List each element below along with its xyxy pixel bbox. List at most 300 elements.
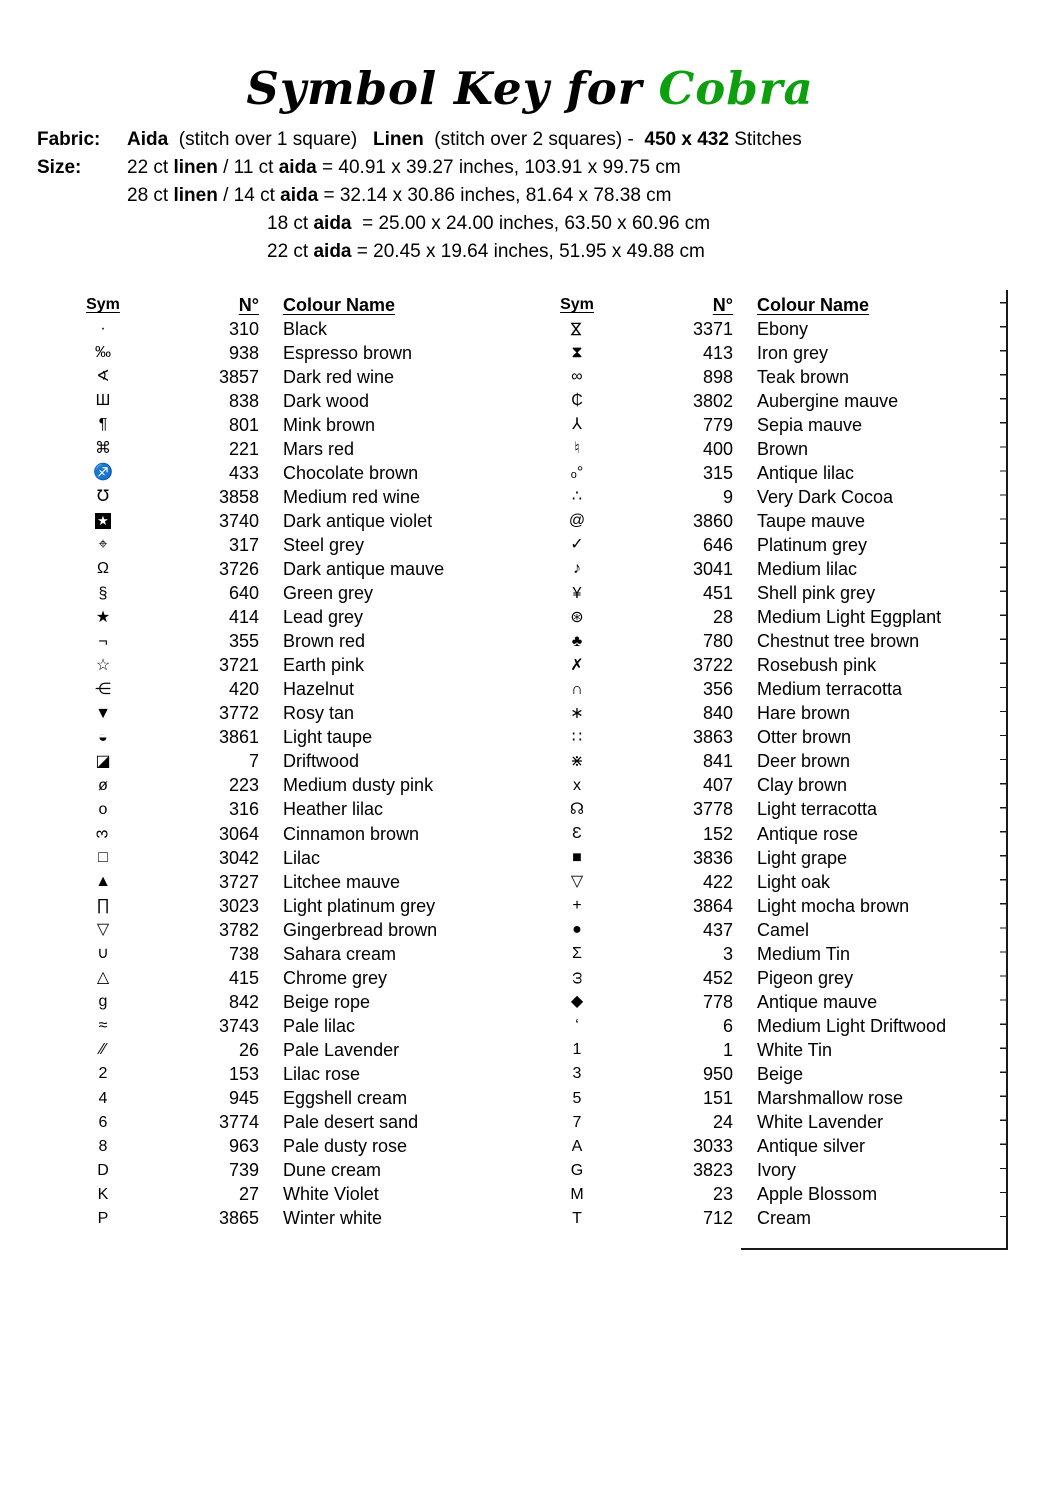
symbol-cell (60, 802, 146, 818)
stitch-symbol: G (570, 1161, 584, 1179)
stitch-symbol: ⌖ (98, 536, 108, 554)
key-row (534, 798, 986, 822)
symbol-cell (534, 634, 620, 650)
colour-name-cell: Antique mauve (757, 991, 878, 1012)
colour-number-cell: 413 (702, 342, 733, 363)
key-row (534, 654, 986, 678)
colour-number-cell: 3860 (692, 510, 733, 531)
header-name: Colour Name (283, 294, 396, 315)
colour-number-cell: 433 (228, 462, 259, 483)
colour-number-cell: 738 (228, 943, 259, 964)
stitch-symbol: ✓ (570, 536, 584, 554)
colour-number-cell: 153 (228, 1063, 259, 1084)
stitch-symbol: 8 (98, 1137, 108, 1155)
colour-name-cell: Pale desert sand (283, 1112, 419, 1133)
colour-number-cell: 223 (228, 775, 259, 796)
symbol-cell (534, 321, 620, 337)
colour-name-cell: Espresso brown (283, 342, 413, 363)
symbol-cell (534, 826, 620, 842)
key-row (60, 509, 485, 533)
grid-frame-vertical-line (1006, 290, 1008, 1250)
colour-number-cell: 1 (722, 1039, 733, 1060)
stitch-symbol: ω (568, 972, 585, 985)
stitch-symbol: Σ (572, 945, 582, 963)
symbol-cell (60, 634, 146, 650)
key-row (60, 918, 485, 942)
symbol-cell (534, 1163, 620, 1179)
key-row (534, 389, 986, 413)
symbol-cell (534, 441, 620, 457)
colour-name-cell: Taupe mauve (757, 510, 866, 531)
symbol-cell (60, 970, 146, 986)
key-row (60, 389, 485, 413)
symbol-cell (60, 874, 146, 890)
stitch-symbol: ● (572, 921, 582, 939)
key-row (534, 918, 986, 942)
colour-number-cell: 3861 (218, 727, 259, 748)
colour-number-cell: 842 (228, 991, 259, 1012)
colour-name-cell: Cream (757, 1208, 812, 1229)
header-name: Colour Name (757, 294, 870, 315)
key-row (60, 437, 485, 461)
colour-number-cell: 779 (702, 414, 733, 435)
key-row (60, 1135, 485, 1159)
colour-name-cell: Rosebush pink (757, 655, 877, 676)
size-label: Size: (37, 157, 82, 178)
stitch-symbol: ≈ (98, 1017, 108, 1035)
key-row (60, 461, 485, 485)
colour-number-cell: 3042 (218, 847, 259, 868)
symbol-cell (534, 1115, 620, 1131)
key-row (60, 1038, 485, 1062)
symbol-cell (60, 465, 146, 481)
colour-name-cell: Lead grey (283, 607, 364, 628)
symbol-cell (534, 1211, 620, 1227)
key-row (534, 1183, 986, 1207)
stitch-symbol: M (570, 1185, 584, 1203)
colour-name-cell: Very Dark Cocoa (757, 486, 894, 507)
size-line-1 (37, 154, 802, 182)
symbol-cell (60, 369, 146, 385)
colour-name-cell: Cinnamon brown (283, 823, 420, 844)
colour-number-cell: 739 (228, 1160, 259, 1181)
colour-name-cell: Camel (757, 919, 810, 940)
symbol-cell (60, 730, 146, 746)
colour-number-cell: 26 (238, 1039, 259, 1060)
stitch-symbol: ⧗ (571, 344, 583, 362)
stitch-symbol: D (97, 1161, 109, 1179)
size-details-2: 28 ct linen / 14 ct aida = 32.14 x 30.86 inches, 81.64 x 78.38 cm (127, 185, 672, 206)
stitch-symbol: △ (96, 969, 110, 987)
symbol-cell (60, 1091, 146, 1107)
key-row (534, 774, 986, 798)
symbol-cell (534, 610, 620, 626)
colour-name-cell: Apple Blossom (757, 1184, 878, 1205)
colour-name-cell: Dark wood (283, 390, 370, 411)
stitch-symbol: ∴ (571, 488, 583, 506)
key-row (534, 630, 986, 654)
key-row (534, 557, 986, 581)
size-line-3 (37, 210, 802, 238)
stitch-symbol: ¬ (98, 632, 108, 650)
colour-number-cell: 6 (722, 1015, 733, 1036)
size-line-2 (37, 182, 802, 210)
colour-name-cell: Dark antique mauve (283, 558, 445, 579)
symbol-cell (60, 1163, 146, 1179)
key-row (60, 750, 485, 774)
key-row (60, 606, 485, 630)
colour-number-cell: 3726 (218, 558, 259, 579)
stitch-symbol: § (98, 584, 108, 602)
symbol-cell (534, 489, 620, 505)
stitch-symbol: ∞ (571, 368, 583, 386)
symbol-cell (534, 994, 620, 1010)
key-row (60, 413, 485, 437)
colour-name-cell: Iron grey (757, 342, 829, 363)
colour-number-cell: 3778 (692, 799, 733, 820)
stitch-symbol: ☆ (95, 656, 111, 674)
symbol-cell (534, 898, 620, 914)
colour-number-cell: 3858 (218, 486, 259, 507)
colour-name-cell: Otter brown (757, 727, 852, 748)
colour-name-cell: Steel grey (283, 534, 365, 555)
colour-name-cell: Sepia mauve (757, 414, 863, 435)
colour-number-cell: 420 (228, 679, 259, 700)
colour-number-cell: 437 (702, 919, 733, 940)
symbol-cell (534, 393, 620, 409)
key-row (534, 1135, 986, 1159)
key-row (534, 966, 986, 990)
colour-number-cell: 27 (238, 1184, 259, 1205)
colour-name-cell: Beige (757, 1063, 804, 1084)
colour-name-cell: Chrome grey (283, 967, 388, 988)
symbol-cell (534, 754, 620, 770)
colour-name-cell: Pale lilac (283, 1015, 356, 1036)
colour-name-cell: Ivory (757, 1160, 797, 1181)
key-row (60, 966, 485, 990)
table-body-right (534, 317, 986, 1231)
colour-name-cell: Eggshell cream (283, 1088, 408, 1109)
colour-number-cell: 355 (228, 631, 259, 652)
stitch-symbol: ∗ (570, 704, 584, 722)
key-row (534, 365, 986, 389)
key-row (60, 1087, 485, 1111)
key-row (60, 990, 485, 1014)
stitch-symbol: ∢ (96, 368, 110, 386)
stitch-symbol: · (100, 320, 106, 338)
colour-number-cell: 3857 (218, 366, 259, 387)
colour-number-cell: 3041 (692, 558, 733, 579)
colour-name-cell: White Lavender (757, 1112, 884, 1133)
colour-name-cell: Driftwood (283, 751, 360, 772)
colour-number-cell: 414 (228, 607, 259, 628)
stitch-symbol: ⊛ (570, 608, 584, 626)
colour-name-cell: Lilac rose (283, 1063, 361, 1084)
colour-number-cell: 407 (702, 775, 733, 796)
key-row (60, 485, 485, 509)
stitch-symbol: ⋇ (570, 752, 584, 770)
header-sym: Sym (560, 296, 594, 313)
stitch-symbol: ‘ (575, 1017, 579, 1035)
colour-name-cell: Brown (757, 438, 809, 459)
symbol-cell (534, 970, 620, 986)
colour-name-cell: Mars red (283, 438, 355, 459)
colour-number-cell: 3772 (218, 703, 259, 724)
key-row (60, 1062, 485, 1086)
key-row (534, 582, 986, 606)
colour-name-cell: Marshmallow rose (757, 1088, 904, 1109)
colour-name-cell: Dark red wine (283, 366, 395, 387)
colour-number-cell: 315 (702, 462, 733, 483)
stitch-symbol: ⌘ (95, 440, 111, 458)
stitch-symbol: g (98, 993, 108, 1011)
symbol-cell (60, 898, 146, 914)
colour-number-cell: 712 (702, 1208, 733, 1229)
colour-name-cell: Aubergine mauve (757, 390, 899, 411)
table-header-row (60, 293, 485, 317)
colour-number-cell: 356 (702, 679, 733, 700)
colour-number-cell: 963 (228, 1136, 259, 1157)
colour-number-cell: 24 (712, 1112, 733, 1133)
colour-number-cell: 28 (712, 607, 733, 628)
key-row (60, 317, 485, 341)
stitch-symbol: 4 (98, 1089, 108, 1107)
symbol-cell (60, 1187, 146, 1203)
symbol-cell (60, 393, 146, 409)
colour-number-cell: 415 (228, 967, 259, 988)
colour-name-cell: Medium dusty pink (283, 775, 434, 796)
colour-number-cell: 152 (702, 823, 733, 844)
colour-number-cell: 3782 (218, 919, 259, 940)
symbol-cell (60, 610, 146, 626)
grid-frame-bottom-line (741, 1248, 1008, 1250)
colour-number-cell: 640 (228, 583, 259, 604)
stitch-symbol: 6 (98, 1113, 108, 1131)
key-row (534, 1014, 986, 1038)
colour-number-cell: 3722 (692, 655, 733, 676)
colour-name-cell: Chocolate brown (283, 462, 419, 483)
colour-name-cell: Pale dusty rose (283, 1136, 408, 1157)
colour-number-cell: 221 (228, 438, 259, 459)
colour-name-cell: Antique lilac (757, 462, 855, 483)
colour-name-cell: Earth pink (283, 655, 365, 676)
symbol-cell (534, 513, 620, 529)
stitch-symbol: ⅄ (572, 416, 582, 434)
key-row (60, 557, 485, 581)
symbol-cell (60, 489, 146, 505)
key-row (534, 413, 986, 437)
colour-name-cell: Lilac (283, 847, 321, 868)
page-title-main: Symbol Key for (246, 62, 643, 115)
symbol-cell (534, 850, 620, 866)
symbol-cell (534, 1042, 620, 1058)
colour-name-cell: Light mocha brown (757, 895, 910, 916)
stitch-symbol: ¥ (572, 584, 582, 602)
key-row (534, 533, 986, 557)
symbol-key-table-left (60, 293, 485, 1231)
key-row (60, 846, 485, 870)
key-row (60, 726, 485, 750)
key-row (534, 726, 986, 750)
colour-number-cell: 780 (702, 631, 733, 652)
colour-number-cell: 310 (228, 318, 259, 339)
stitch-symbol: ▼ (95, 704, 111, 722)
key-row (534, 437, 986, 461)
colour-number-cell: 3774 (218, 1112, 259, 1133)
symbol-cell (534, 946, 620, 962)
stitch-symbol: ◪ (95, 752, 111, 770)
colour-name-cell: Pale Lavender (283, 1039, 400, 1060)
colour-name-cell: Beige rope (283, 991, 371, 1012)
key-row (534, 606, 986, 630)
symbol-cell (534, 369, 620, 385)
colour-number-cell: 945 (228, 1088, 259, 1109)
symbol-cell (60, 345, 146, 361)
symbol-cell (60, 994, 146, 1010)
colour-name-cell: Green grey (283, 583, 374, 604)
key-row (534, 846, 986, 870)
stitch-symbol: ☊ (569, 800, 585, 818)
colour-name-cell: Ebony (757, 318, 809, 339)
key-row (60, 630, 485, 654)
symbol-cell (534, 417, 620, 433)
symbol-cell (60, 706, 146, 722)
stitch-symbol: Ɛ (572, 825, 582, 842)
fabric-label: Fabric: (37, 129, 101, 150)
colour-name-cell: White Tin (757, 1039, 833, 1060)
key-row (534, 485, 986, 509)
colour-name-cell: Rosy tan (283, 703, 355, 724)
symbol-cell (534, 922, 620, 938)
colour-number-cell: 316 (228, 799, 259, 820)
symbol-cell (534, 586, 620, 602)
colour-name-cell: Chestnut tree brown (757, 631, 920, 652)
symbol-cell (534, 537, 620, 553)
header-num: N° (238, 294, 259, 315)
colour-number-cell: 3727 (218, 871, 259, 892)
symbol-cell (60, 754, 146, 770)
size-details-3: 18 ct aida = 25.00 x 24.00 inches, 63.50 x 60.96 cm (267, 213, 711, 234)
key-row (534, 822, 986, 846)
colour-name-cell: Heather lilac (283, 799, 384, 820)
stitch-symbol: ▽ (96, 921, 110, 939)
colour-name-cell: Litchee mauve (283, 871, 401, 892)
stitch-symbol: ∩ (571, 680, 583, 698)
symbol-cell (60, 778, 146, 794)
colour-name-cell: Medium lilac (757, 558, 858, 579)
key-row (60, 533, 485, 557)
key-row (60, 678, 485, 702)
colour-name-cell: Light platinum grey (283, 895, 436, 916)
colour-number-cell: 3865 (218, 1208, 259, 1229)
colour-name-cell: Shell pink grey (757, 583, 876, 604)
stitch-symbol: ♪ (573, 560, 581, 578)
colour-number-cell: 3033 (692, 1136, 733, 1157)
stitch-symbol: T (572, 1209, 582, 1227)
size-line-4 (37, 238, 802, 266)
symbol-cell (60, 441, 146, 457)
colour-number-cell: 400 (702, 438, 733, 459)
key-row (60, 1111, 485, 1135)
colour-name-cell: Sahara cream (283, 943, 397, 964)
key-row (534, 1087, 986, 1111)
colour-number-cell: 3740 (218, 510, 259, 531)
symbol-cell (60, 682, 146, 698)
colour-number-cell: 838 (228, 390, 259, 411)
stitch-symbol: ⋈ (568, 321, 585, 338)
stitch-symbol: ₵ (571, 392, 583, 410)
colour-name-cell: Platinum grey (757, 534, 868, 555)
colour-number-cell: 422 (702, 871, 733, 892)
colour-name-cell: Gingerbread brown (283, 919, 438, 940)
stitch-symbol: ▽ (570, 873, 584, 891)
symbol-cell (60, 1139, 146, 1155)
stitch-symbol: ★ (95, 608, 111, 626)
key-row (60, 942, 485, 966)
colour-name-cell: Medium terracotta (757, 679, 903, 700)
key-row (60, 702, 485, 726)
key-row (60, 582, 485, 606)
colour-name-cell: Dune cream (283, 1160, 382, 1181)
colour-name-cell: Light oak (757, 871, 831, 892)
symbol-cell (534, 1018, 620, 1034)
header-sym: Sym (86, 296, 120, 313)
key-row (60, 341, 485, 365)
stitch-symbol: ‰ (95, 344, 111, 362)
key-row (60, 365, 485, 389)
key-row (534, 894, 986, 918)
symbol-cell (534, 1139, 620, 1155)
symbol-cell (534, 1091, 620, 1107)
page-title-accent: Cobra (658, 62, 814, 115)
colour-number-cell: 3064 (218, 823, 259, 844)
symbol-key-table-right (534, 293, 986, 1231)
symbol-cell (534, 1187, 620, 1203)
colour-number-cell: 452 (702, 967, 733, 988)
colour-number-cell: 3802 (692, 390, 733, 411)
colour-number-cell: 3863 (692, 727, 733, 748)
symbol-cell (60, 946, 146, 962)
stitch-symbol: ♐ (93, 464, 113, 482)
stitch-symbol: 3 (572, 1065, 582, 1083)
stitch-symbol: ₒ° (570, 464, 584, 482)
stitch-symbol: ◒ (98, 728, 108, 746)
stitch-symbol: @ (568, 512, 586, 530)
key-row (60, 870, 485, 894)
colour-name-cell: Antique silver (757, 1136, 866, 1157)
colour-name-cell: Pigeon grey (757, 967, 854, 988)
page-title (0, 62, 1060, 115)
colour-name-cell: Mink brown (283, 414, 376, 435)
colour-number-cell: 3 (722, 943, 733, 964)
key-row (534, 317, 986, 341)
stitch-symbol: o (98, 800, 108, 818)
symbol-cell (534, 778, 620, 794)
colour-number-cell: 840 (702, 703, 733, 724)
key-row (534, 461, 986, 485)
symbol-cell (60, 658, 146, 674)
stitch-symbol: ★ (95, 513, 111, 529)
fabric-details: Aida (stitch over 1 square) Linen (stitch over 2 squares) - 450 x 432 Stitches (127, 129, 802, 150)
colour-name-cell: Clay brown (757, 775, 848, 796)
symbol-cell (534, 706, 620, 722)
key-row (60, 1014, 485, 1038)
stitch-symbol: Ш (95, 392, 111, 410)
colour-name-cell: Teak brown (757, 366, 850, 387)
stitch-symbol: + (572, 897, 582, 915)
table-header-row (534, 293, 986, 317)
key-row (60, 798, 485, 822)
